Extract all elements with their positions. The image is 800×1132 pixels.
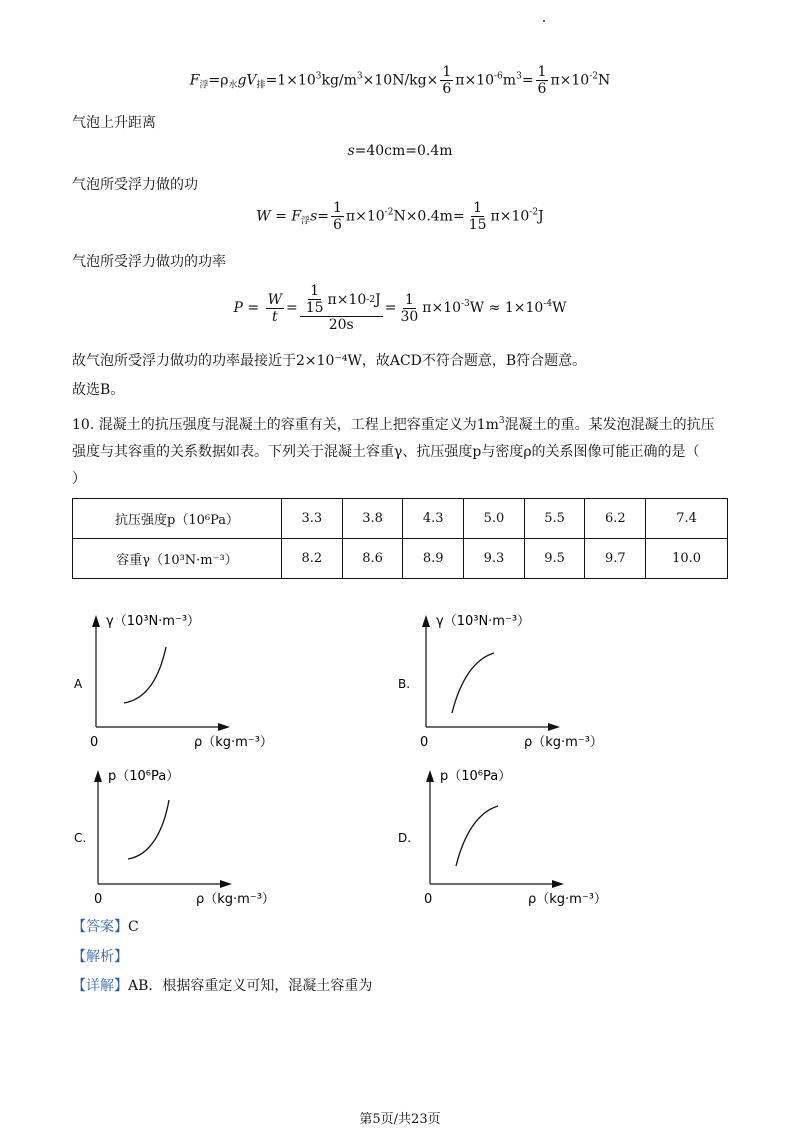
y-axis-label: γ（10³N·m⁻³） (436, 614, 531, 629)
page-footer: 第5页/共23页 (359, 1112, 441, 1127)
table-cell: 8.2 (282, 539, 343, 579)
table-cell: 9.5 (524, 539, 585, 579)
table-cell: 5.5 (524, 499, 585, 539)
table-cell: 3.3 (282, 499, 343, 539)
table-cell: 5.0 (464, 499, 525, 539)
table-cell: 9.7 (585, 539, 646, 579)
question-10: 10. 混凝土的抗压强度与混凝土的容重有关，工程上把容重定义为$1m^3$混凝土的重。某发泡混凝土的抗压 强度与其容重的关系数据如表。下列关于混凝土容重γ、抗压强度p与密度ρ的关系图像可能正确的是（ ） (72, 416, 715, 487)
equation-work: $W = F_浮s=$ $\frac{1}{6}$ $\pi\times 10^{-2}N\times 0.4m=$ $\frac{1}{15}$ $\pi\times 10^{-2}J$ (256, 200, 544, 233)
x-axis-label: ρ（kg·m⁻³） (196, 892, 275, 907)
equation-power: P = $\frac{W}{t}$ = $\frac{1}{15}$ π×10 -2 J 20s = $\frac{1}{30}$ $\pi\times 10^{-3}W \approx 1\times 10^{-4}W$ (233, 283, 567, 333)
row-label: 容重γ（10³N·m⁻³） (73, 539, 282, 579)
y-axis-arrow (94, 770, 102, 782)
table-cell: 3.8 (342, 499, 403, 539)
table-cell: 9.3 (464, 539, 525, 579)
table-cell: 10.0 (646, 539, 728, 579)
graph-label: D. (398, 831, 412, 845)
x-axis-arrow (220, 880, 232, 888)
text-rise-distance: 气泡上升距离 (72, 115, 156, 131)
text-work: 气泡所受浮力做的功 (72, 177, 198, 193)
x-axis-arrow (218, 723, 230, 731)
origin-label: 0 (90, 735, 99, 750)
graph-a (60, 605, 300, 755)
table-cell: 8.6 (342, 539, 403, 579)
y-axis-arrow (426, 770, 434, 782)
equation-distance: s=40cm=0.4m (347, 143, 453, 159)
analysis-bracket: 【解析】 (72, 949, 128, 965)
origin-label: 0 (424, 892, 433, 907)
origin-label: 0 (420, 735, 429, 750)
row-label: 抗压强度p（10⁶Pa） (73, 499, 282, 539)
origin-label: 0 (94, 892, 103, 907)
graph-label: C. (74, 831, 87, 845)
table-cell: 7.4 (646, 499, 728, 539)
curve (124, 647, 166, 703)
y-axis-arrow (422, 615, 430, 627)
table-row (73, 499, 728, 539)
y-axis-label: γ（10³N·m⁻³） (106, 614, 201, 629)
x-axis-label: ρ（kg·m⁻³） (528, 892, 607, 907)
table-cell: 8.9 (403, 539, 464, 579)
graph-d (390, 760, 630, 910)
table-cell: 6.2 (585, 499, 646, 539)
graph-label: B. (398, 677, 411, 691)
x-axis-label: ρ（kg·m⁻³） (194, 735, 273, 750)
detail-text: AB．根据容重定义可知，混凝土容重为 (128, 978, 373, 994)
curve (456, 806, 498, 866)
analysis-line (72, 945, 730, 969)
detail-bracket: 【详解】 (72, 978, 128, 994)
graph-c (60, 760, 300, 910)
graph-b (390, 605, 630, 755)
answer-bracket: 【答案】 (72, 919, 128, 935)
page-dot (543, 20, 545, 22)
answer-value: C (128, 919, 139, 935)
text-choice: 故选B。 (72, 382, 125, 398)
text-conclusion: 故气泡所受浮力做功的功率最接近于2×10⁻⁴W，故ACD不符合题意，B符合题意。 (72, 353, 587, 369)
y-axis-label: p（10⁶Pa） (440, 769, 512, 784)
table-cell: 4.3 (403, 499, 464, 539)
x-axis-arrow (548, 723, 560, 731)
y-axis-arrow (92, 615, 100, 627)
equation-buoyancy: $F_浮=\rho_水gV_排=1\times 10^3kg/m^3\times 10N/kg\times$ $\frac{1}{6}$ $\pi\times 10^{-6}m^3=$ $\frac{1}{6}$ $\pi\times 10^{-2}N$ (189, 64, 611, 97)
x-axis-label: ρ（kg·m⁻³） (524, 735, 603, 750)
answer-line (72, 915, 730, 939)
curve (128, 800, 169, 859)
x-axis-arrow (552, 880, 564, 888)
graph-label: A (74, 677, 83, 691)
y-axis-label: p（10⁶Pa） (108, 769, 180, 784)
text-power: 气泡所受浮力做功的功率 (72, 254, 226, 270)
data-table (72, 498, 728, 579)
table-row (73, 539, 728, 579)
detail-line (72, 974, 730, 998)
curve (452, 653, 494, 713)
